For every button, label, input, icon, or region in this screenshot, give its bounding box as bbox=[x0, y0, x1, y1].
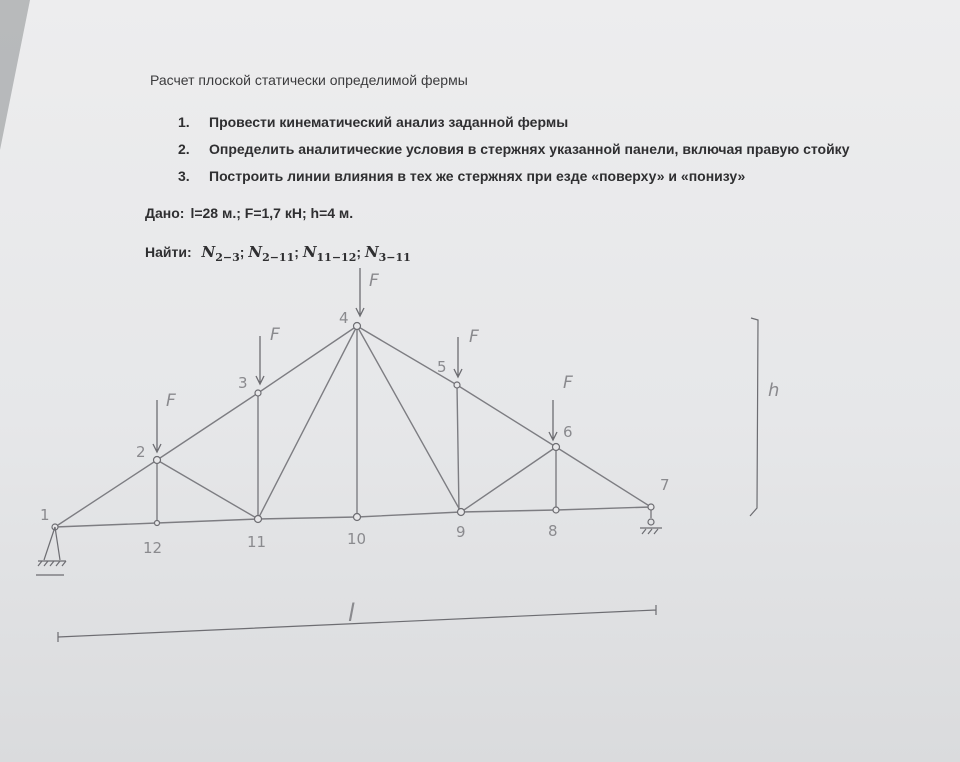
load-arrow-5 bbox=[454, 337, 462, 377]
height-dimension bbox=[750, 318, 758, 516]
member-1-12 bbox=[55, 523, 157, 527]
joint-3 bbox=[255, 390, 261, 396]
given-values: l=28 м.; F=1,7 кН; h=4 м. bbox=[190, 205, 354, 221]
find-label: Найти: bbox=[145, 244, 192, 260]
member-11-4 bbox=[258, 326, 357, 519]
member-5-6 bbox=[457, 385, 556, 447]
member-4-5 bbox=[357, 326, 457, 385]
member-12-11 bbox=[157, 519, 258, 523]
load-arrow-2 bbox=[153, 400, 161, 452]
task-text: Определить аналитические условия в стержнях указанной панели, включая правую стойку bbox=[209, 141, 850, 157]
member-9-8 bbox=[461, 510, 556, 512]
node-label-6: 6 bbox=[563, 423, 573, 441]
given-label: Дано: bbox=[145, 205, 185, 221]
load-label-6: F bbox=[563, 373, 573, 393]
task-text: Построить линии влияния в тех же стержнях при езде «поверху» и «понизу» bbox=[209, 168, 746, 184]
joint-5 bbox=[454, 382, 460, 388]
span-dimension bbox=[58, 605, 656, 642]
member-1-2 bbox=[55, 460, 157, 527]
load-arrow-3 bbox=[256, 336, 264, 384]
load-label-4: F bbox=[369, 271, 379, 291]
task-number: 2. bbox=[178, 141, 190, 157]
task-number: 3. bbox=[178, 168, 190, 184]
joint-8 bbox=[553, 507, 559, 513]
member-10-9 bbox=[357, 512, 461, 517]
node-label-3: 3 bbox=[238, 374, 248, 392]
force-n311: $N_{3-11}$ bbox=[364, 243, 411, 264]
node-label-4: 4 bbox=[339, 309, 349, 327]
load-arrow-6 bbox=[549, 400, 557, 440]
node-label-1: 1 bbox=[40, 506, 50, 524]
node-label-11: 11 bbox=[247, 533, 267, 551]
joint-12 bbox=[155, 521, 160, 526]
page-title: Расчет плоской статически определимой фермы bbox=[150, 72, 468, 88]
member-11-10 bbox=[258, 517, 357, 519]
joint-11 bbox=[255, 516, 262, 523]
node-label-2: 2 bbox=[136, 443, 146, 461]
load-arrow-4 bbox=[356, 268, 364, 316]
joint-9 bbox=[458, 509, 465, 516]
node-label-10: 10 bbox=[347, 530, 367, 548]
joint-10 bbox=[354, 514, 361, 521]
node-label-8: 8 bbox=[548, 522, 558, 540]
load-label-2: F bbox=[166, 391, 176, 411]
joint-4 bbox=[354, 323, 361, 330]
member-2-11 bbox=[157, 460, 258, 519]
member-6-7 bbox=[556, 447, 651, 507]
joint-6 bbox=[553, 444, 560, 451]
separator: ; bbox=[356, 244, 362, 260]
left-support bbox=[36, 527, 66, 575]
task-number: 1. bbox=[178, 114, 190, 130]
height-label: h bbox=[768, 380, 780, 401]
load-label-3: F bbox=[270, 325, 280, 345]
separator: ; bbox=[239, 244, 245, 260]
load-label-5: F bbox=[469, 327, 479, 347]
right-support bbox=[640, 510, 662, 534]
node-label-9: 9 bbox=[456, 523, 466, 541]
member-9-6 bbox=[461, 447, 556, 512]
node-label-7: 7 bbox=[660, 476, 670, 494]
member-4-9 bbox=[357, 326, 461, 512]
node-label-12: 12 bbox=[143, 539, 163, 557]
node-label-5: 5 bbox=[437, 358, 447, 376]
joint-2 bbox=[154, 457, 161, 464]
span-label: l bbox=[348, 599, 355, 627]
force-n1112: $N_{11-12}$ bbox=[302, 243, 357, 264]
member-5-9 bbox=[457, 385, 459, 512]
force-n211: $N_{2-11}$ bbox=[248, 243, 295, 264]
task-text: Провести кинематический анализ заданной фермы bbox=[209, 114, 569, 130]
joint-7 bbox=[648, 504, 654, 510]
separator: ; bbox=[294, 244, 299, 260]
load-labels bbox=[166, 271, 573, 411]
force-n23: $N_{2-3}$ bbox=[201, 243, 240, 264]
member-8-7 bbox=[556, 507, 651, 510]
